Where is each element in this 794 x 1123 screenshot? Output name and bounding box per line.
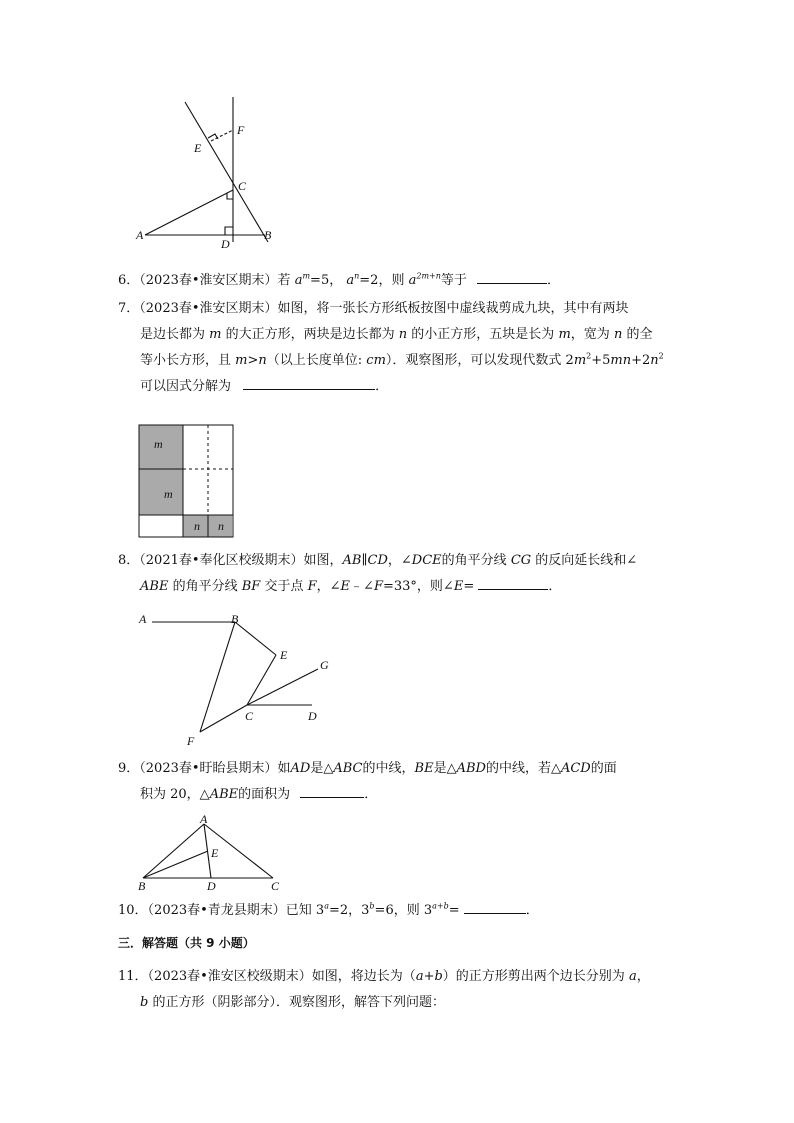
q9-var: ABC xyxy=(333,761,363,776)
q9-text: （2023春•盱眙县期末）如 xyxy=(139,761,291,776)
q9-text: 的面积为 xyxy=(238,787,291,802)
label-F: F xyxy=(237,123,245,137)
q7-text: +5 xyxy=(591,353,611,368)
q6-sup: n xyxy=(354,271,360,281)
q8-text: ，∠ xyxy=(316,579,341,594)
label-n-right: n xyxy=(218,519,224,533)
q10-number: 10． xyxy=(118,903,148,918)
q8-text: = xyxy=(463,579,475,594)
answer-blank-q7[interactable] xyxy=(243,375,375,390)
q7-text: 可以因式分解为 xyxy=(140,379,232,394)
label-A: A xyxy=(136,228,144,242)
label-m-top: m xyxy=(154,437,163,451)
q6-sup: 2m+n xyxy=(416,271,441,281)
q7-text: 是边长都为 xyxy=(140,327,206,342)
q8-var: E xyxy=(340,579,351,594)
q9-text: 的中线，若△ xyxy=(485,761,561,776)
q6-text: =2，则 xyxy=(359,273,405,288)
label-E: E xyxy=(280,648,288,662)
q9-var: BE xyxy=(414,761,434,776)
q8-var: E xyxy=(453,579,464,594)
label-B: B xyxy=(138,879,146,893)
label-D: D xyxy=(308,709,317,723)
q9-text: 的面 xyxy=(590,761,617,776)
q7-var: n xyxy=(613,327,623,342)
q9-text: 是△ xyxy=(433,761,457,776)
question-6 xyxy=(118,268,678,294)
q10-sup: a xyxy=(324,901,329,911)
label-D: D xyxy=(207,879,216,893)
question-11 xyxy=(118,964,678,1016)
q7-var: m xyxy=(235,353,248,368)
q7-text: +2 xyxy=(631,353,651,368)
q10-text: =2，3 xyxy=(328,903,370,918)
q7-number: 7． xyxy=(118,301,140,316)
q8-var: AB xyxy=(342,553,362,568)
label-G: G xyxy=(320,658,329,672)
q11-number: 11． xyxy=(118,969,148,984)
q7-var: cm xyxy=(366,353,386,368)
q8-end: ． xyxy=(548,579,562,594)
q10-end: ． xyxy=(525,903,539,918)
q7-text: （以上长度单位: xyxy=(266,353,363,368)
q6-var: a xyxy=(346,273,355,288)
figure-q8 xyxy=(134,608,339,750)
q6-end: ． xyxy=(547,273,561,288)
label-C: C xyxy=(271,879,280,893)
q11-var: a+b xyxy=(415,969,443,984)
q8-text: 的反向延长线和∠ xyxy=(535,553,638,568)
q6-text: 等于 xyxy=(440,273,467,288)
label-C: C xyxy=(238,179,247,193)
q8-var: F xyxy=(373,579,383,594)
q9-var: ACD xyxy=(560,761,591,776)
q7-var: m xyxy=(209,327,222,342)
q8-number: 8． xyxy=(118,553,140,568)
q10-text: （2023春•青龙县期末）已知 3 xyxy=(147,903,325,918)
q7-text: ，宽为 xyxy=(570,327,610,342)
q8-text: （2021春•奉化区校级期末）如图， xyxy=(139,553,343,568)
q7-text: 的全 xyxy=(626,327,653,342)
q11-text: ）的正方形剪出两个边长分别为 xyxy=(442,969,625,984)
figure-q7 xyxy=(138,424,236,540)
question-9 xyxy=(118,756,678,808)
q6-text: =5， xyxy=(310,273,343,288)
q10-text: =6，则 3 xyxy=(374,903,433,918)
q6-var: a xyxy=(294,273,303,288)
label-E: E xyxy=(211,846,219,860)
q7-var: n xyxy=(258,353,267,368)
q11-var: a xyxy=(628,969,637,984)
q9-text: 积为 20，△ xyxy=(140,787,210,802)
q11-text: ， xyxy=(636,969,650,984)
label-E: E xyxy=(194,141,202,155)
q8-var: ABE xyxy=(140,579,169,594)
q7-text: 的小正方形，五块是长为 xyxy=(411,327,555,342)
label-m-middle: m xyxy=(164,487,173,501)
question-8 xyxy=(118,548,678,600)
q8-var: BF xyxy=(241,579,261,594)
q9-var: AD xyxy=(290,761,311,776)
q8-text: ∥ xyxy=(361,553,368,568)
q7-line1: （2023春•淮安区期末）如图，将一张长方形纸板按图中虚线裁剪成九块，其中有两块 xyxy=(139,301,629,316)
q7-var: m xyxy=(573,353,587,368)
question-7 xyxy=(118,296,678,400)
q11-text: 的正方形（阴影部分）．观察图形，解答下列问题： xyxy=(152,995,445,1010)
q8-var: CD xyxy=(367,553,388,568)
q8-text: ﹣∠ xyxy=(350,579,374,594)
answer-blank-q8[interactable] xyxy=(478,575,548,590)
q7-sup: 2 xyxy=(658,351,664,361)
label-C: C xyxy=(245,709,254,723)
q11-text: （2023春•淮安区校级期末）如图，将边长为（ xyxy=(147,969,416,984)
label-F: F xyxy=(187,734,195,748)
q6-number: 6． xyxy=(118,273,140,288)
q8-text: 的角平分线 xyxy=(441,553,507,568)
figure-q9 xyxy=(134,814,286,894)
q8-var: F xyxy=(307,579,317,594)
label-A: A xyxy=(139,612,147,626)
q8-text: ，∠ xyxy=(387,553,412,568)
label-D: D xyxy=(221,237,230,251)
q9-end: ． xyxy=(364,787,378,802)
q6-sup: m xyxy=(302,271,311,281)
q7-text: > xyxy=(247,353,259,368)
q9-text: 的中线， xyxy=(362,761,415,776)
answer-blank-q9[interactable] xyxy=(300,783,364,798)
label-n-left: n xyxy=(194,519,200,533)
q8-var: DCE xyxy=(411,553,442,568)
q6-var: a xyxy=(408,273,417,288)
q8-text: =33°，则∠ xyxy=(382,579,454,594)
q7-var: n xyxy=(650,353,659,368)
q9-text: 是△ xyxy=(310,761,334,776)
q10-sup: a+b xyxy=(432,901,449,911)
q7-var: mn xyxy=(610,353,632,368)
q11-var: b xyxy=(140,995,149,1010)
q8-text: 的角平分线 xyxy=(172,579,238,594)
q7-text: 的大正方形，两块是边长都为 xyxy=(225,327,395,342)
q9-var: ABE xyxy=(209,787,239,802)
q9-number: 9． xyxy=(118,761,140,776)
q6-text: （2023春•淮安区期末）若 xyxy=(139,273,291,288)
q7-var: m xyxy=(558,327,571,342)
label-B: B xyxy=(231,612,239,626)
label-B: B xyxy=(264,228,272,242)
label-A: A xyxy=(200,814,208,826)
section-heading: 三．解答题（共 9 小题） xyxy=(118,936,255,950)
q10-text: = xyxy=(448,903,460,918)
q7-end: ． xyxy=(375,379,389,394)
q7-text: ）．观察图形，可以发现代数式 2 xyxy=(385,353,574,368)
q7-sup: 2 xyxy=(586,351,592,361)
answer-blank-q10[interactable] xyxy=(464,899,526,914)
question-10 xyxy=(118,898,678,924)
q10-sup: b xyxy=(369,901,375,911)
q7-var: n xyxy=(398,327,408,342)
q7-text: 等小长方形，且 xyxy=(140,353,232,368)
q8-text: 交于点 xyxy=(264,579,304,594)
figure-q5 xyxy=(130,92,280,252)
answer-blank-q6[interactable] xyxy=(477,269,547,284)
q9-var: ABD xyxy=(456,761,486,776)
q8-var: CG xyxy=(510,553,532,568)
